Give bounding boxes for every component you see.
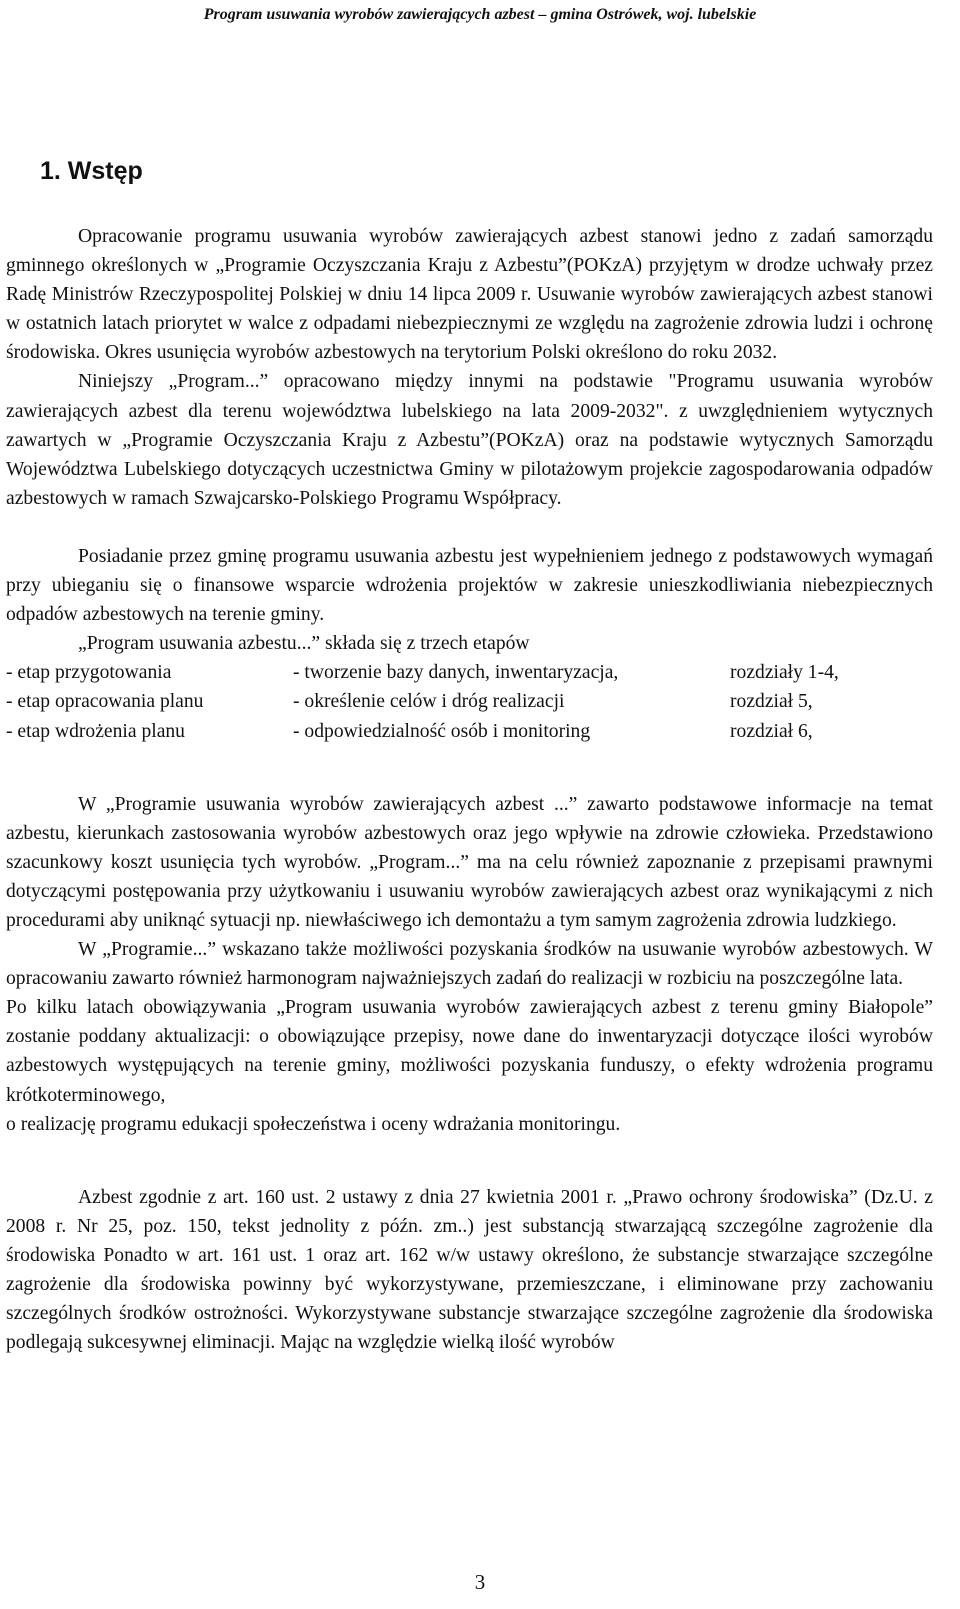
paragraph-intro: Opracowanie programu usuwania wyrobów zawierających azbest stanowi jedno z zadań samorządu gminnego określonych w „Programie Oczyszczania Kraju z Azbestu”(POKzA) przyjętym w drodze uchwały przez Radę Ministrów Rzeczypospolitej Polskiej w dniu 14 lipca 2009 r. Usuwanie wyrobów zawierających azbest stanowi w ostatnich latach priorytet w walce z odpadami niebezpiecznymi ze względu na zagrożenie zdrowia ludzi i ochronę środowiska. Okres usunięcia wyrobów azbestowych na terytorium Polski określono do roku 2032. — [6, 226, 933, 364]
paragraph-funding-sources: W „Programie...” wskazano także możliwości pozyskania środków na usuwanie wyrobów azbestowych. W opracowaniu zawarto również harmonogram najważniejszych zadań do realizacji w rozbiciu na poszczególne lata. — [6, 939, 933, 990]
stage-name: - etap wdrożenia planu — [6, 720, 185, 742]
document-body — [6, 222, 933, 1357]
stage-chapter: rozdziały 1-4, — [730, 662, 839, 684]
page-number: 3 — [474, 1570, 486, 1594]
paragraph-update: Po kilku latach obowiązywania „Program usuwania wyrobów zawierających azbest z terenu gminy Białopole” zostanie poddany aktualizacji: o obowiązujące przepisy, nowe dane do inwentaryzacji dotyczące ilości wyrobów azbestowych występujących na terenie gminy, możliwości pozyskania funduszy, o efekty wdrożenia programu krótkoterminowego, — [6, 997, 933, 1106]
stage-chapter: rozdział 6, — [730, 720, 813, 742]
stage-description: - odpowiedzialność osób i monitoring — [293, 720, 591, 742]
paragraph-program-basis: Niniejszy „Program...” opracowano między innymi na podstawie "Programu usuwania wyrobów zawierających azbest dla terenu województwa lubelskiego na lata 2009-2032". z uwzględnieniem wytycznych zawartych w „Programie Oczyszczania Kraju z Azbestu”(POKzA) oraz na podstawie wytycznych Samorządu Województwa Lubelskiego dotyczących uczestnictwa Gminy w pilotażowym projekcie zagospodarowania odpadów azbestowych w ramach Szwajcarsko-Polskiego Programu Współpracy. — [6, 371, 933, 509]
paragraph-update-cont: o realizację programu edukacji społeczeństwa i oceny wdrażania monitoringu. — [6, 1113, 621, 1135]
stage-description: - tworzenie bazy danych, inwentaryzacja, — [293, 662, 619, 684]
stage-row — [6, 687, 906, 716]
paragraph-content-summary: W „Programie usuwania wyrobów zawierających azbest ...” zawarto podstawowe informacje na temat azbestu, kierunkach zastosowania wyrobów azbestowych oraz jego wpływie na zdrowie człowieka. Przedstawiono szacunkowy koszt usunięcia tych wyrobów. „Program...” ma na celu również zapoznanie z przepisami prawnymi dotyczącymi postępowania przy użytkowaniu i usuwaniu wyrobów zawierających azbest oraz wynikającymi z nich procedurami aby uniknąć sytuacji np. niewłaściwego ich demontażu a tym samym zagrożenia zdrowia ludzkiego. — [6, 793, 933, 931]
stage-description: - określenie celów i dróg realizacji — [293, 691, 565, 713]
stage-name: - etap przygotowania — [6, 662, 172, 684]
running-header: Program usuwania wyrobów zawierających azbest – gmina Ostrówek, woj. lubelskie — [203, 6, 757, 23]
stage-name: - etap opracowania planu — [6, 691, 204, 713]
stage-row — [6, 717, 906, 746]
section-title: 1. Wstęp — [40, 157, 143, 185]
paragraph-funding: Posiadanie przez gminę programu usuwania azbestu jest wypełnieniem jednego z podstawowych wymagań przy ubieganiu się o finansowe wsparcie wdrożenia projektów w zakresie unieszkodliwiania niebezpiecznych odpadów azbestowych na terenie gminy. — [6, 545, 933, 626]
paragraph-stages-intro: „Program usuwania azbestu...” składa się z trzech etapów — [78, 633, 530, 655]
paragraph-legal-basis: Azbest zgodnie z art. 160 ust. 2 ustawy z dnia 27 kwietnia 2001 r. „Prawo ochrony środowiska” (Dz.U. z 2008 r. Nr 25, poz. 150, tekst jednolity z późn. zm..) jest substancją stwarzającą szczególne zagrożenie dla środowiska Ponadto w art. 161 ust. 1 oraz art. 162 w/w ustawy określono, że substancje stwarzające szczególne zagrożenie dla środowiska powinny być wykorzystywane, przemieszczane, i eliminowane przy zachowaniu szczególnych środków ostrożności. Wykorzystywane substancje stwarzające szczególne zagrożenie dla środowiska podlegają sukcesywnej eliminacji. Mając na względzie wielką ilość wyrobów — [6, 1186, 933, 1354]
stage-row — [6, 658, 906, 687]
stage-chapter: rozdział 5, — [730, 691, 813, 713]
stages-table — [6, 658, 906, 745]
